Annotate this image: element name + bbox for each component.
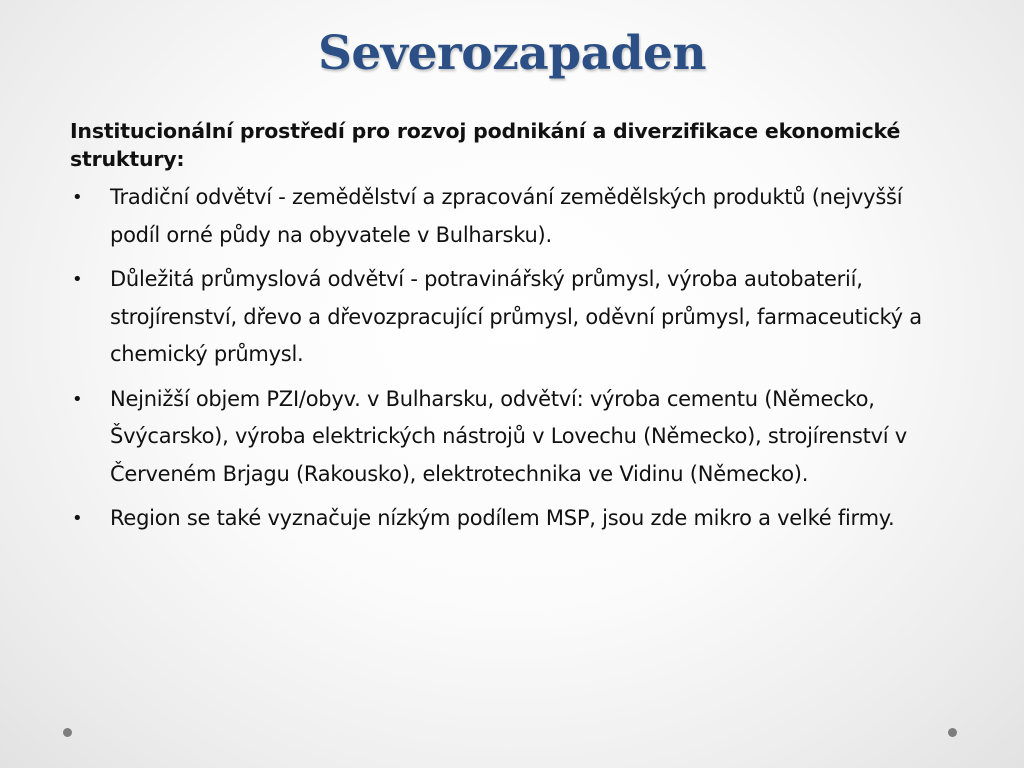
bullet-text: Region se také vyznačuje nízkým podílem MSP, jsou zde mikro a velké firmy. <box>110 506 895 530</box>
content-heading: Institucionální prostředí pro rozvoj podnikání a diverzifikace ekonomické struktury: <box>70 119 901 171</box>
bullet-icon: • <box>72 508 83 529</box>
bullet-text: Důležitá průmyslová odvětví - potravinářský průmysl, výroba autobaterií, strojírenství, dřevo a dřevozpracující průmysl, oděvní průmysl, farmaceutický a chemický průmysl. <box>110 267 922 366</box>
bullet-item <box>70 500 950 538</box>
bullet-icon: • <box>72 187 83 208</box>
bullet-item <box>70 381 950 494</box>
slide-title: Severozapaden <box>317 26 707 81</box>
bullet-item <box>70 179 950 254</box>
bullet-icon: • <box>72 388 83 410</box>
bullet-list <box>70 179 950 538</box>
bullet-text: Tradiční odvětví - zemědělství a zpracování zemědělských produktů (nejvyšší podíl orné půdy na obyvatele v Bulharsku). <box>110 185 903 247</box>
slide-content <box>70 117 950 545</box>
bullet-icon: • <box>72 269 83 290</box>
bullet-item <box>70 261 950 374</box>
bullet-text: Nejnižší objem PZI/obyv. v Bulharsku, odvětví: výroba cementu (Německo, Švýcarsko), výroba elektrických nástrojů v Lovechu (Německo), strojírenství v Červeném Brjagu (Rakousko), elektrotechnika ve Vidinu (Německo). <box>110 386 907 486</box>
decorative-dot-icon <box>948 728 957 737</box>
decorative-dot-icon <box>63 728 72 737</box>
